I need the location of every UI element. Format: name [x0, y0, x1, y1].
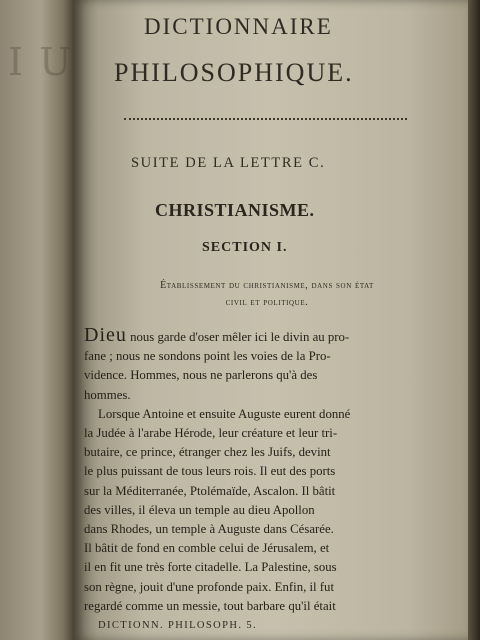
text-line: dans Rhodes, un temple à Auguste dans Césarée.	[84, 522, 334, 537]
book-page	[74, 0, 468, 640]
bleed-through-text: I U	[8, 40, 74, 84]
text-line: Lorsque Antoine et ensuite Auguste eurent donné	[98, 406, 351, 421]
running-title-line2: PHILOSOPHIQUE.	[114, 58, 354, 87]
facing-page	[0, 0, 74, 640]
text-line: le plus puissant de tous leurs rois. Il eut des ports	[84, 464, 336, 479]
body-text	[84, 326, 412, 616]
text-line: sur la Méditerranée, Ptolémaïde, Ascalon. Il bâtit	[84, 483, 336, 498]
signature-mark: DICTIONN. PHILOSOPH. 5.	[98, 620, 258, 631]
text-line: des villes, il éleva un temple au dieu Apollon	[84, 502, 315, 517]
article-title: CHRISTIANISME.	[155, 200, 315, 220]
text-line: vidence. Hommes, nous ne parlerons qu'à des	[84, 368, 318, 383]
running-title-line1: DICTIONNAIRE	[144, 14, 333, 39]
text-line: Il bâtit de fond en comble celui de Jérusalem, et	[84, 541, 330, 556]
text-line: la Judée à l'arabe Hérode, leur créature et leur tri-	[84, 426, 338, 441]
dotted-rule	[124, 118, 407, 120]
subheading-line: civil et politique.	[225, 297, 309, 308]
page-edge-shadow	[468, 0, 480, 640]
text-line	[84, 326, 412, 347]
text-line: fane ; nous ne sondons point les voies de la Pro-	[84, 349, 331, 364]
text-line: son règne, jouit d'une profonde paix. Enfin, il fut	[84, 579, 335, 594]
section-heading: SECTION I.	[202, 240, 288, 255]
drop-cap-word: Dieu	[84, 324, 127, 346]
text-line-rest: nous garde d'oser mêler ici le divin au pro-	[126, 330, 350, 344]
subheading	[112, 277, 422, 311]
text-line: il en fit une très forte citadelle. La Palestine, sous	[84, 560, 337, 575]
continuation-heading: SUITE DE LA LETTRE C.	[131, 155, 326, 171]
subheading-line: Établissement du christianisme, dans son état	[160, 280, 374, 291]
text-line: regardé comme un messie, tout barbare qu'il était	[84, 598, 336, 613]
text-line: butaire, ce prince, étranger chez les Juifs, devint	[84, 445, 331, 460]
text-line: hommes.	[84, 387, 131, 402]
